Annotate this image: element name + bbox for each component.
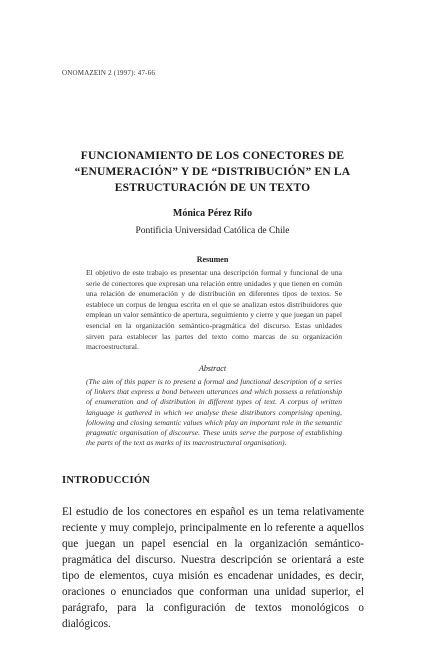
intro-paragraph: El estudio de los conectores en español es un tema relativamente reciente y muy complejo, principalmente en lo referente a aquellos que juegan un papel esencial en la organización semántico-pragmática del discurso. Nuestra descripción se orientará a este tipo de elementos, cuya misión es encadenar unidades, es decir, oraciones o enunciados que conforman una unidad superior, el parágrafo, para la configuración de textos monológicos o dialógicos.	[62, 506, 364, 630]
running-head: ONOMAZEIN 2 (1997): 47-66	[62, 69, 156, 77]
author-affiliation: Pontificia Universidad Católica de Chile	[135, 226, 290, 236]
abstract-heading: Abstract	[198, 364, 227, 373]
resumen-paragraph: El objetivo de este trabajo es presentar una descripción formal y funcional de una serie de conectores que expresan una relación entre unidades y que tienen en común una relación de enumeración y de distribución en diferentes tipos de textos. Se establece un corpus de lengua escrita en el que se analizan estos distribuidores que emplean un valor semántico de apertura, seguimiento y cierre y que juegan un papel esencial en la organización semántico-pragmática del discurso. Estas unidades sirven para establecer las partes del texto como marcas de su organización macroestructural.	[86, 268, 342, 352]
title-line-2: “ENUMERACIÓN” Y DE “DISTRIBUCIÓN” EN LA	[74, 166, 351, 178]
author-name: Mónica Pérez Rifo	[172, 208, 253, 219]
title-line-3: ESTRUCTURACIÓN DE UN TEXTO	[114, 182, 311, 194]
section-heading-introduccion: INTRODUCCIÓN	[62, 475, 151, 486]
abstract-paragraph: (The aim of this paper is to present a formal and functional description of a series of linkers that express a bond between utterances and which possess a relationship of enumeration and of distribution in different types of text. A corpus of written language is gathered in which we analyse these distributors comprising opening, following and closing semantic values which play an important role in the semantic pragmatic organisation of discourse. These units serve the purpose of establishing the parts of the text as marks of its macrostructural organisation).	[86, 377, 342, 448]
paper-title	[40, 148, 385, 196]
title-line-1: FUNCIONAMIENTO DE LOS CONECTORES DE	[80, 150, 345, 162]
resumen-heading: Resumen	[196, 255, 229, 264]
